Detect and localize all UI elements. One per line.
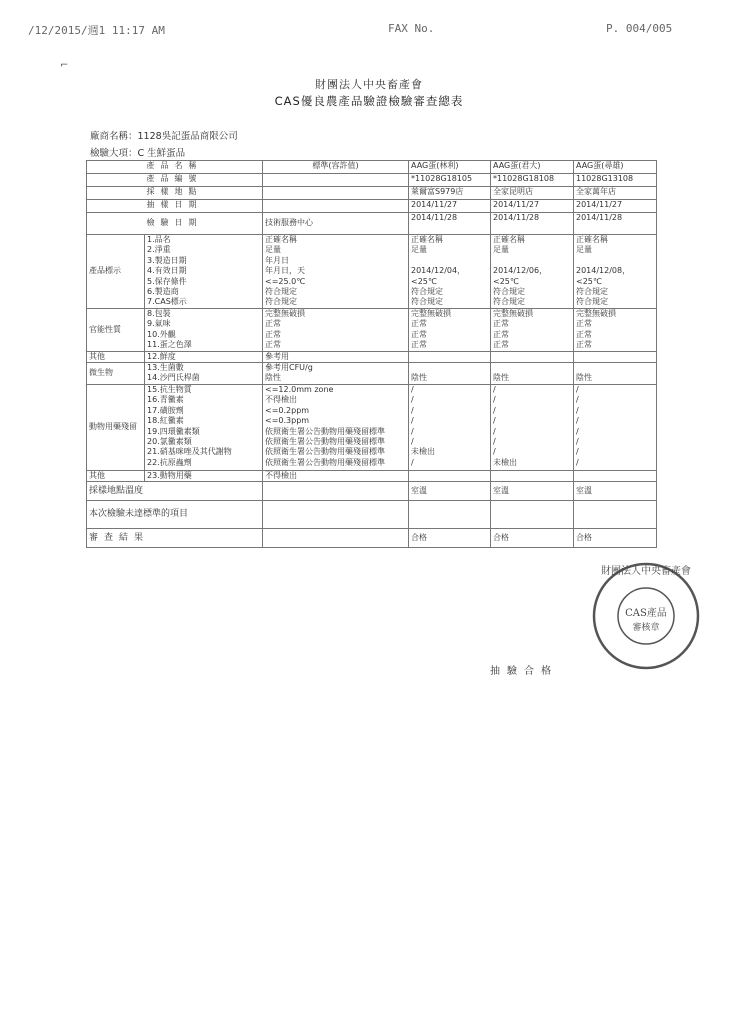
table-row xyxy=(87,309,657,352)
seal-outer-text: 財團法人中央畜產會 xyxy=(601,566,691,577)
cell: 陰性 xyxy=(411,373,427,383)
row-label: 本次檢驗未達標準的項目 xyxy=(87,501,263,529)
std-value: 參考用 xyxy=(263,351,409,362)
table-row xyxy=(87,187,657,200)
org-title: 財團法人中央畜產會 xyxy=(315,78,423,91)
fax-page-number: P. 004/005 xyxy=(606,22,673,35)
vendor-label: 廠商名稱： xyxy=(90,131,138,142)
cell: 室溫 xyxy=(409,482,491,501)
group-label: 動物用藥殘留 xyxy=(87,384,145,470)
table-row xyxy=(87,351,657,362)
seal-inner-text: CAS產品 xyxy=(625,608,667,619)
cas-seal-stamp xyxy=(590,560,702,672)
table-row xyxy=(87,470,657,481)
row-label: 審查結果 xyxy=(87,529,263,548)
row-label: 產品名稱 xyxy=(87,161,263,174)
group-label: 產品標示 xyxy=(87,235,145,309)
row-label: 產品編號 xyxy=(87,174,263,187)
item-list: 13.生菌數 14.沙門氏桿菌 xyxy=(145,362,263,384)
std-list: <=12.0mm zone 不得檢出 <=0.2ppm <=0.3ppm 依照衛生署公告動物用藥殘留標準 依照衛生署公告動物用藥殘留標準 依照衛生署公告動物用藥殘留標準 依照衛生署公告動物用藥殘留標準 xyxy=(263,384,409,470)
item-list: 8.包裝 9.氣味 10.外觀 11.蛋之色澤 xyxy=(145,309,263,352)
cell: *11028G18105 xyxy=(409,174,491,187)
cell: 室溫 xyxy=(574,482,657,501)
result-list: 正確名稱 足量 2014/12/06， <25℃ 符合規定 符合規定 xyxy=(491,235,574,309)
cell: 合格 xyxy=(409,529,491,548)
fax-number-label: FAX No. xyxy=(388,22,435,35)
std-list: 參考用CFU/g 陰性 xyxy=(263,362,409,384)
cell: 2014/11/28 xyxy=(409,213,491,235)
fax-timestamp: /12/2015/週1 11:17 AM xyxy=(28,24,165,37)
seal-inner-text: 審核章 xyxy=(632,623,660,633)
item-list: 15.抗生物質 16.青黴素 17.磺胺劑 18.紅黴素 19.四環黴素類 20.氯黴素類 21.硝基咪唑及其代謝物 22.抗原蟲劑 xyxy=(145,384,263,470)
std-header: 標準(容許值) xyxy=(263,161,409,174)
table-row xyxy=(87,174,657,187)
result-list: 正確名稱 足量 2014/12/04， <25℃ 符合規定 符合規定 xyxy=(409,235,491,309)
table-header-row xyxy=(87,161,657,174)
category-label: 檢驗大項： xyxy=(90,148,138,159)
column-header: AAG蛋(林利) xyxy=(409,161,491,174)
row-label: 檢驗日期 xyxy=(87,213,263,235)
table-row xyxy=(87,200,657,213)
result-list: / / / / / / / / xyxy=(574,384,657,470)
inspection-table xyxy=(86,160,657,548)
cell: 11028G13108 xyxy=(574,174,657,187)
group-label: 微生物 xyxy=(87,362,145,384)
table-row xyxy=(87,384,657,470)
cell: 萊爾富S979店 xyxy=(409,187,491,200)
table-row xyxy=(87,235,657,309)
vendor-line xyxy=(90,128,238,142)
cell: 全家萬年店 xyxy=(574,187,657,200)
group-label: 其他 xyxy=(87,351,145,362)
std-list: 完整無破損 正常 正常 正常 xyxy=(263,309,409,352)
cell: 2014/11/27 xyxy=(491,200,574,213)
result-list: 正確名稱 足量 2014/12/08， <25℃ 符合規定 符合規定 xyxy=(574,235,657,309)
group-label: 官能性質 xyxy=(87,309,145,352)
vendor-name: 1128吳記蛋品商限公司 xyxy=(137,131,238,142)
column-header: AAG蛋(尋雄) xyxy=(574,161,657,174)
result-list: / / / / / / 未檢出 / xyxy=(409,384,491,470)
table-row xyxy=(87,362,657,384)
cell: 合格 xyxy=(491,529,574,548)
form-title: CAS優良農產品驗證檢驗審查總表 xyxy=(274,94,464,108)
std-value: 不得檢出 xyxy=(263,470,409,481)
cell: 合格 xyxy=(574,529,657,548)
category-value: C 生鮮蛋品 xyxy=(137,148,186,159)
result-list: 完整無破損 正常 正常 正常 xyxy=(409,309,491,352)
row-label: 採樣地點溫度 xyxy=(87,482,263,501)
result-list: 完整無破損 正常 正常 正常 xyxy=(574,309,657,352)
cell: 全家昆明店 xyxy=(491,187,574,200)
row-label: 採樣地點 xyxy=(87,187,263,200)
result-list: / / / / / / / 未檢出 xyxy=(491,384,574,470)
cell: 2014/11/28 xyxy=(574,213,657,235)
group-label: 其他 xyxy=(87,470,145,481)
table-row xyxy=(87,482,657,501)
std-list: 正確名稱 足量 年月日 年月日，天 <=25.0℃ 符合規定 符合規定 xyxy=(263,235,409,309)
table-row xyxy=(87,529,657,548)
cell: 2014/11/27 xyxy=(409,200,491,213)
inspection-passed-note: 抽驗合格 xyxy=(490,666,558,677)
cell: 陰性 xyxy=(576,373,592,383)
table-row xyxy=(87,213,657,235)
item-label: 12.鮮度 xyxy=(145,351,263,362)
table-row xyxy=(87,501,657,529)
inspect-org: 技術服務中心 xyxy=(263,213,409,235)
item-list: 1.品名 2.淨重 3.製造日期 4.有效日期 5.保存條件 6.製造商 7.CAS標示 xyxy=(145,235,263,309)
row-label: 抽樣日期 xyxy=(87,200,263,213)
cell: *11028G18108 xyxy=(491,174,574,187)
result-list: 完整無破損 正常 正常 正常 xyxy=(491,309,574,352)
cell: 2014/11/28 xyxy=(491,213,574,235)
category-line xyxy=(90,145,185,159)
item-label: 23.動物用藥 xyxy=(145,470,263,481)
column-header: AAG蛋(君大) xyxy=(491,161,574,174)
cell: 陰性 xyxy=(493,373,509,383)
cell: 室溫 xyxy=(491,482,574,501)
cell: 2014/11/27 xyxy=(574,200,657,213)
corner-mark: ⌐ xyxy=(60,60,69,71)
